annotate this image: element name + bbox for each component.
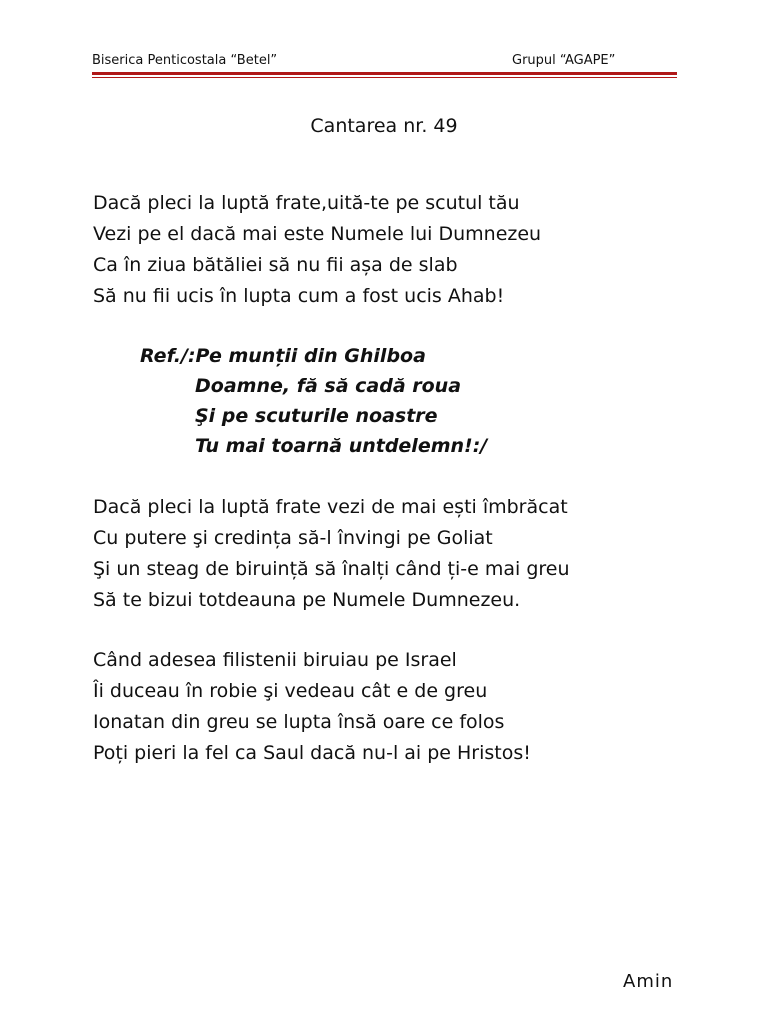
header-rule-thin [92,77,677,78]
stanza-line: Să nu fii ucis în lupta cum a fost ucis Ahab! [93,285,505,307]
stanza-line: Vezi pe el dacă mai este Numele lui Dumnezeu [93,223,542,245]
stanza-line: Şi un steag de biruință să înalți când ți-e mai greu [93,558,570,580]
stanza-line: Cu putere şi credința să-l învingi pe Goliat [93,527,493,549]
header-group-name: Grupul “AGAPE” [512,53,616,68]
header-church-name: Biserica Penticostala “Betel” [92,53,278,68]
stanza-2 [93,492,570,616]
stanza-line: Îi duceau în robie şi vedeau cât e de greu [93,680,488,702]
stanza-line: Dacă pleci la luptă frate,uită-te pe scutul tău [93,192,520,214]
refrain-line: Tu mai toarnă untdelemn!:/ [195,435,488,457]
stanza-line: Ca în ziua bătăliei să nu fii așa de slab [93,254,458,276]
song-title: Cantarea nr. 49 [310,115,458,137]
header-rule-thick [92,72,677,75]
stanza-line: Ionatan din greu se lupta însă oare ce folos [93,711,505,733]
refrain-line: Doamne, fă să cadă roua [195,375,462,397]
stanza-3 [93,645,531,769]
refrain-line: Ref./:Pe munții din Ghilboa [140,345,426,367]
stanza-line: Poți pieri la fel ca Saul dacă nu-l ai pe Hristos! [93,742,531,764]
stanza-line: Când adesea filistenii biruiau pe Israel [93,649,457,671]
refrain [140,341,487,461]
stanza-line: Dacă pleci la luptă frate vezi de mai ești îmbrăcat [93,496,568,518]
refrain-line: Şi pe scuturile noastre [195,405,438,427]
stanza-line: Să te bizui totdeauna pe Numele Dumnezeu. [93,589,521,611]
page-header [92,52,677,70]
stanza-1 [93,188,541,312]
closing-amen: Amin [623,971,674,992]
